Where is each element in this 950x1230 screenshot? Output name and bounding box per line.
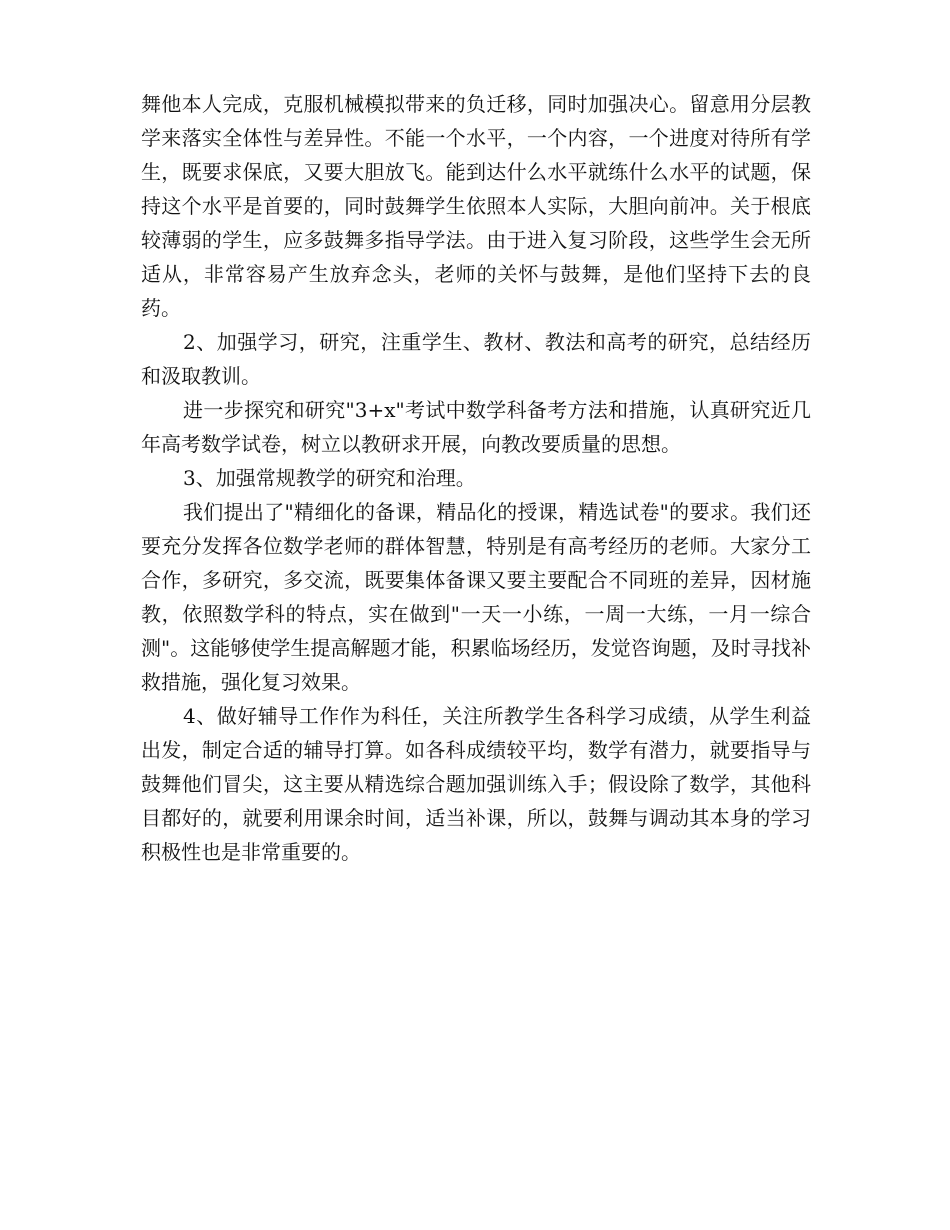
paragraph-continuation: 舞他本人完成，克服机械模拟带来的负迁移，同时加强决心。留意用分层教学来落实全体性与差异性。不能一个水平，一个内容，一个进度对待所有学生，既要求保底，又要大胆放飞。能到达什么水平就练什么水平的试题，保持这个水平是首要的，同时鼓舞学生依照本人实际，大胆向前冲。关于根底较薄弱的学生，应多鼓舞多指导学法。由于进入复习阶段，这些学生会无所适从，非常容易产生放弃念头，老师的关怀与鼓舞，是他们坚持下去的良药。 (141, 92, 811, 320)
paragraph-section-3-body: 我们提出了"精细化的备课，精品化的授课，精选试卷"的要求。我们还要充分发挥各位数学老师的群体智慧，特别是有高考经历的老师。大家分工合作，多研究，多交流，既要集体备课又要主要配合不同班的差异，因材施教，依照数学科的特点，实在做到"一天一小练，一周一大练，一月一综合测"。这能够使学生提高解题才能，积累临场经历，发觉咨询题，及时寻找补救措施，强化复习效果。 (141, 500, 811, 694)
paragraph-section-2-body: 进一步探究和研究"3+x"考试中数学科备考方法和措施，认真研究近几年高考数学试卷，树立以教研求开展，向教改要质量的思想。 (141, 398, 811, 456)
paragraph-section-4: 4、做好辅导工作作为科任，关注所教学生各科学习成绩，从学生利益出发，制定合适的辅导打算。如各科成绩较平均，数学有潜力，就要指导与鼓舞他们冒尖，这主要从精选综合题加强训练入手；假设除了数学，其他科目都好的，就要利用课余时间，适当补课，所以，鼓舞与调动其本身的学习积极性也是非常重要的。 (141, 704, 811, 864)
paragraph-section-3-heading: 3、加强常规教学的研究和治理。 (183, 466, 476, 490)
document-page (141, 87, 811, 869)
paragraph-section-2-heading: 2、加强学习，研究，注重学生、教材、教法和高考的研究，总结经历和汲取教训。 (141, 330, 811, 388)
